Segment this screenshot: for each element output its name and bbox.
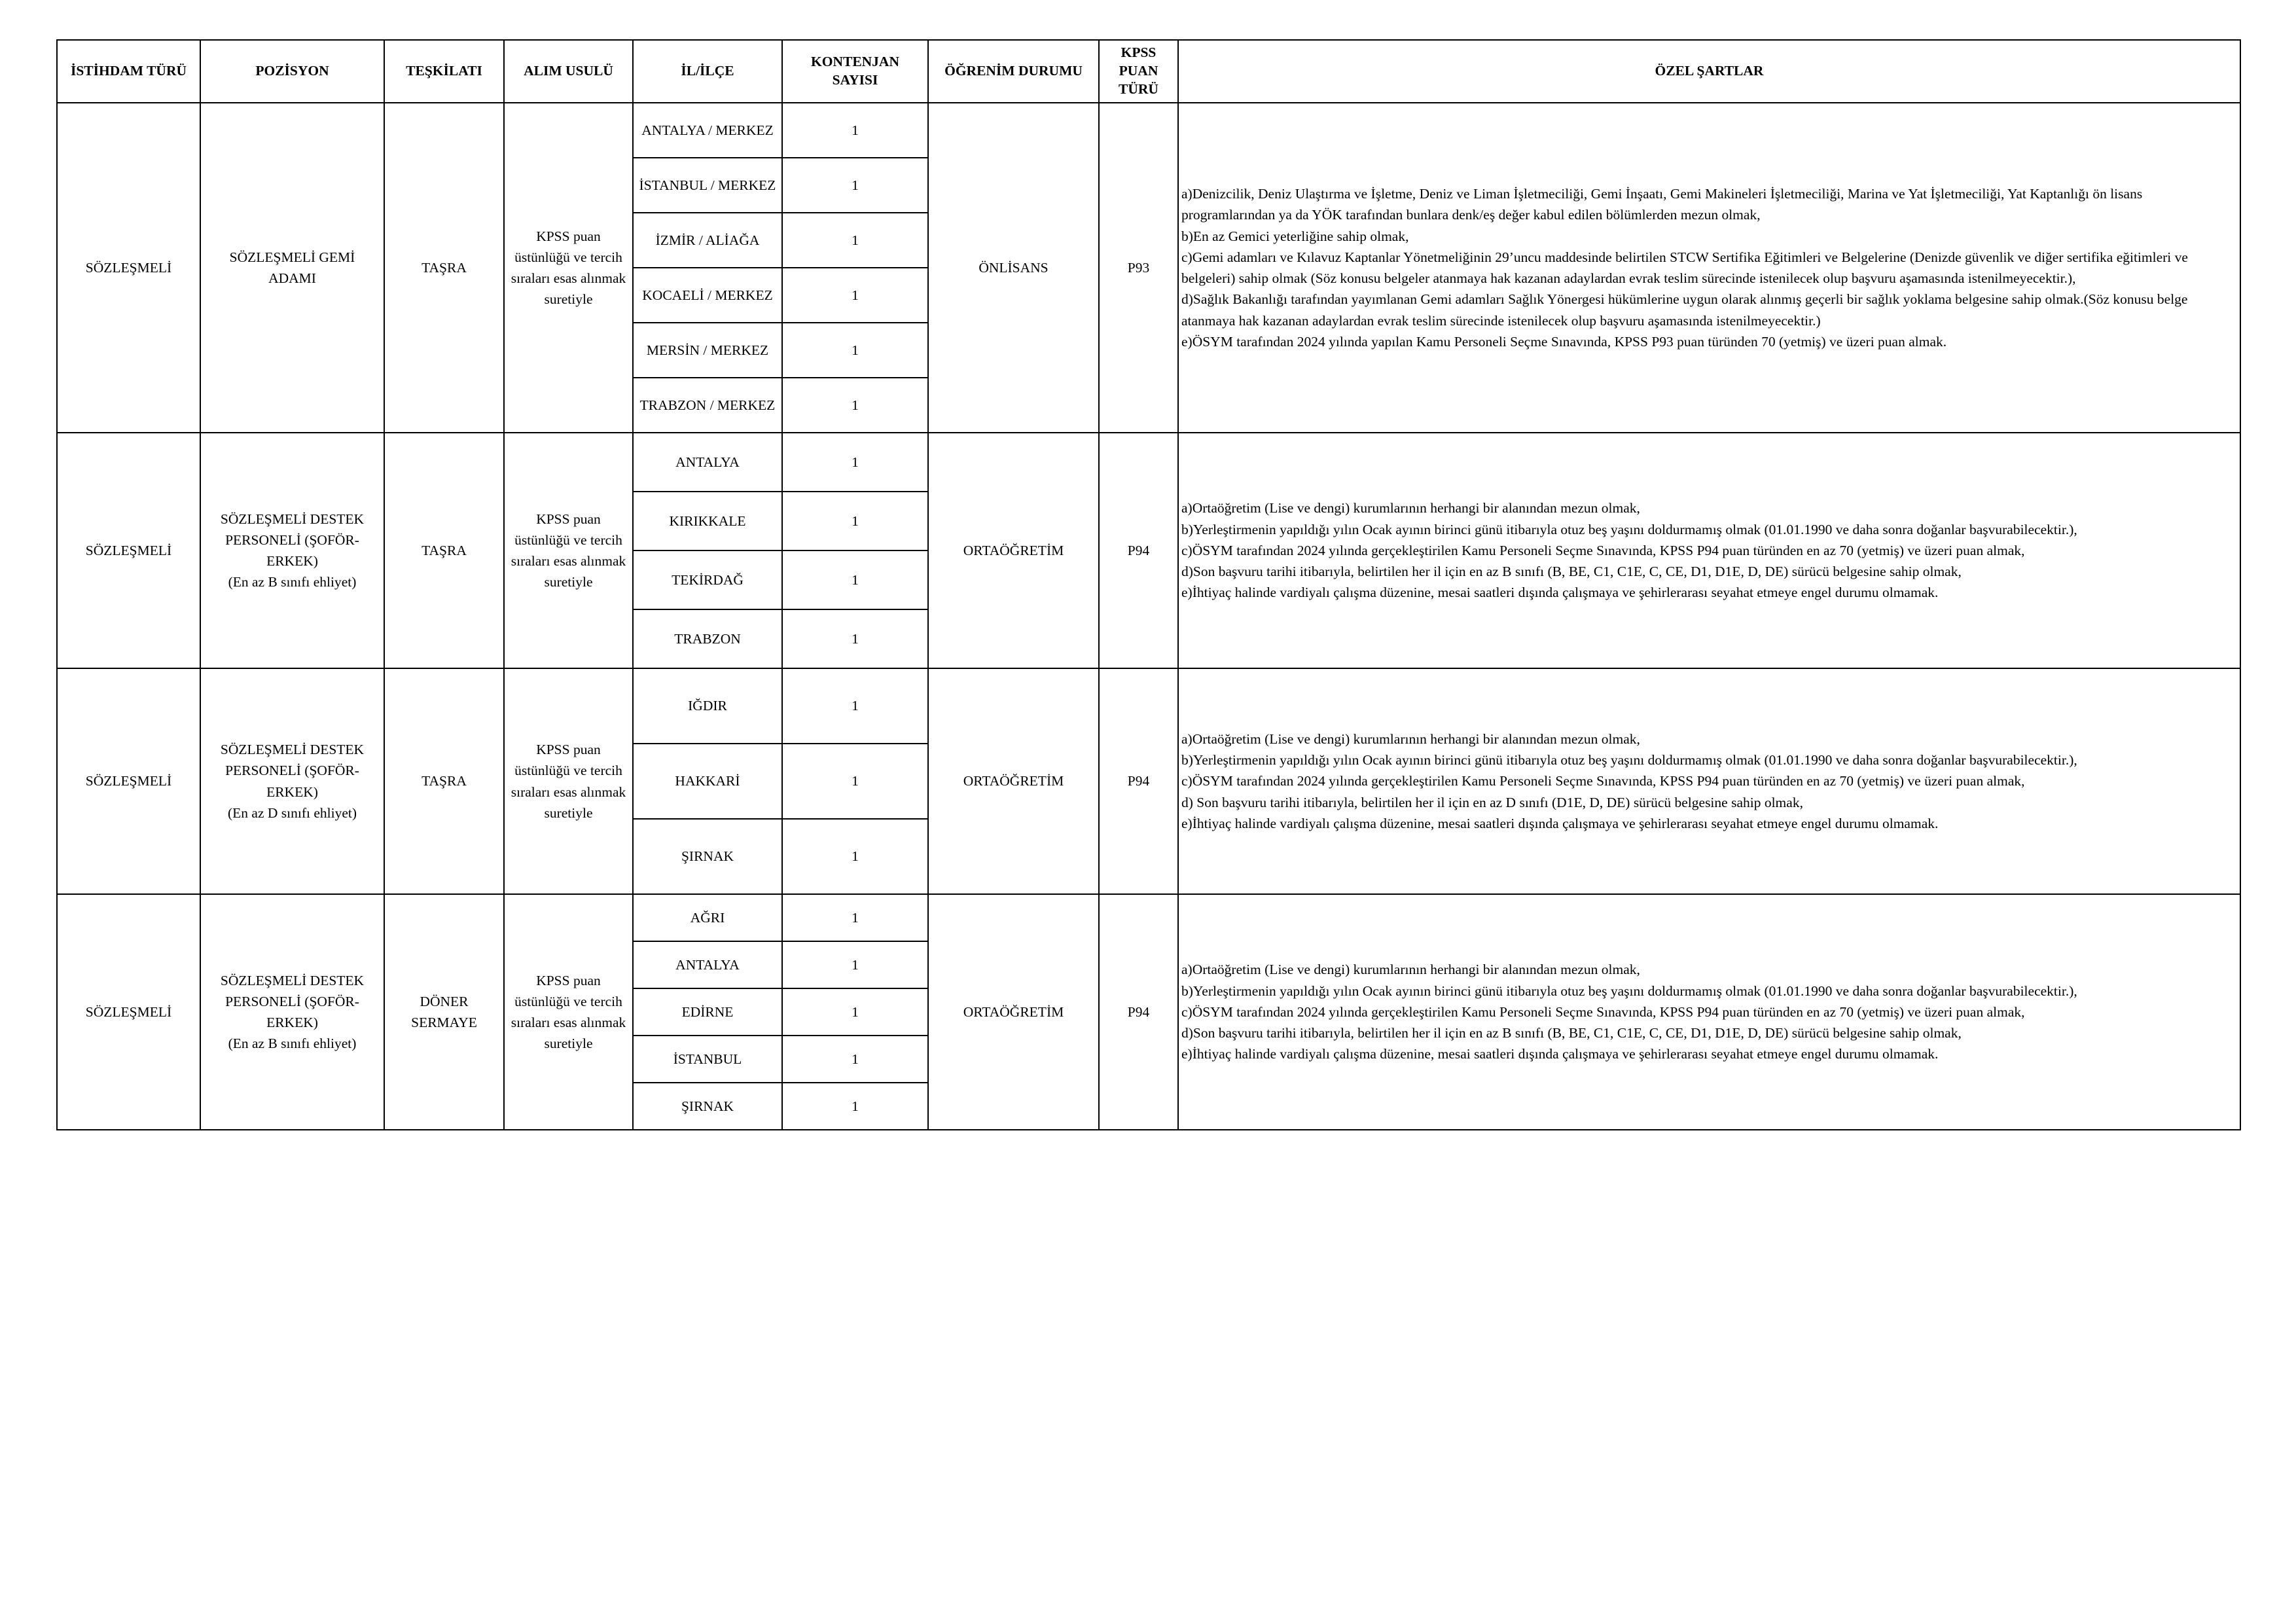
condition-line: a)Ortaöğretim (Lise ve dengi) kurumlarının herhangi bir alanından mezun olmak,	[1181, 500, 1640, 516]
condition-line: d)Son başvuru tarihi itibarıyla, belirtilen her il için en az B sınıfı (B, BE, C1, C1E, C, CE, D1, D1E, D, DE) sürücü belgesine sahip olmak,	[1181, 564, 1962, 580]
header-education: ÖĞRENİM DURUMU	[928, 40, 1099, 103]
job-posting-table	[56, 39, 2241, 1130]
kpss-score-type-cell: P94	[1099, 433, 1178, 668]
quota-cell: 1	[782, 158, 928, 213]
condition-line: d) Son başvuru tarihi itibarıyla, belirtilen her il için en az D sınıfı (D1E, D, DE) sürücü belgesine sahip olmak,	[1181, 794, 1803, 810]
table-row	[57, 894, 2240, 941]
location-cell: KOCAELİ / MERKEZ	[633, 268, 782, 323]
employment-type-cell: SÖZLEŞMELİ	[57, 894, 200, 1130]
location-cell: KIRIKKALE	[633, 492, 782, 550]
education-cell: ORTAÖĞRETİM	[928, 668, 1099, 894]
location-cell: İSTANBUL / MERKEZ	[633, 158, 782, 213]
kpss-score-type-cell: P94	[1099, 894, 1178, 1130]
header-quota: KONTENJAN SAYISI	[782, 40, 928, 103]
special-conditions-cell	[1178, 103, 2240, 433]
location-cell: ANTALYA	[633, 433, 782, 492]
position-cell	[200, 894, 384, 1130]
condition-line: b)Yerleştirmenin yapıldığı yılın Ocak ayının birinci günü itibarıyla otuz beş yaşını doldurmamış olmak (01.01.1990 ve daha sonra doğanlar başvurabilecektir.),	[1181, 752, 2077, 768]
education-cell: ORTAÖĞRETİM	[928, 433, 1099, 668]
employment-type-cell: SÖZLEŞMELİ	[57, 103, 200, 433]
location-cell: İSTANBUL	[633, 1036, 782, 1083]
condition-line: e)İhtiyaç halinde vardiyalı çalışma düzenine, mesai saatleri dışında çalışmaya ve şehirlerarası seyahat etmeye engel durumu olmamak.	[1181, 1046, 1939, 1062]
position-note: (En az B sınıfı ehliyet)	[228, 1036, 357, 1052]
recruitment-method-cell: KPSS puan üstünlüğü ve tercih sıraları esas alınmak suretiyle	[504, 668, 633, 894]
condition-line: a)Ortaöğretim (Lise ve dengi) kurumlarının herhangi bir alanından mezun olmak,	[1181, 962, 1640, 978]
quota-cell: 1	[782, 378, 928, 433]
special-conditions-cell	[1178, 668, 2240, 894]
header-kpss-score-type: KPSS PUAN TÜRÜ	[1099, 40, 1178, 103]
quota-cell: 1	[782, 609, 928, 668]
quota-cell: 1	[782, 103, 928, 158]
education-cell: ÖNLİSANS	[928, 103, 1099, 433]
header-employment-type: İSTİHDAM TÜRÜ	[57, 40, 200, 103]
header-organization: TEŞKİLATI	[384, 40, 504, 103]
location-cell: HAKKARİ	[633, 744, 782, 819]
location-cell: ŞIRNAK	[633, 819, 782, 894]
quota-cell: 1	[782, 894, 928, 941]
location-cell: TEKİRDAĞ	[633, 550, 782, 609]
location-cell: İZMİR / ALİAĞA	[633, 213, 782, 268]
condition-line: a)Denizcilik, Deniz Ulaştırma ve İşletme, Deniz ve Liman İşletmeciliği, Gemi İnşaatı, Gemi Makineleri İşletmeciliği, Marina ve Yat İşletmeciliği, Yat Kaptanlığı ön lisans programlarından ya da YÖK tarafından bunlara denk/eş değer kabul edilen bölümlerden mezun olmak,	[1181, 186, 2143, 223]
header-recruitment-method: ALIM USULÜ	[504, 40, 633, 103]
position-note: (En az D sınıfı ehliyet)	[227, 804, 357, 821]
kpss-score-type-cell: P93	[1099, 103, 1178, 433]
location-cell: EDİRNE	[633, 988, 782, 1036]
employment-type-cell: SÖZLEŞMELİ	[57, 433, 200, 668]
position-title: SÖZLEŞMELİ DESTEK PERSONELİ (ŞOFÖR-ERKEK)	[220, 742, 365, 800]
quota-cell: 1	[782, 1083, 928, 1130]
special-conditions-cell	[1178, 433, 2240, 668]
organization-cell: TAŞRA	[384, 433, 504, 668]
position-cell	[200, 103, 384, 433]
quota-cell: 1	[782, 819, 928, 894]
organization-cell: TAŞRA	[384, 103, 504, 433]
position-title: SÖZLEŞMELİ DESTEK PERSONELİ (ŞOFÖR-ERKEK)	[220, 972, 365, 1030]
location-cell: TRABZON / MERKEZ	[633, 378, 782, 433]
condition-line: e)ÖSYM tarafından 2024 yılında yapılan Kamu Personeli Seçme Sınavında, KPSS P93 puan türünden 70 (yetmiş) ve üzeri puan almak.	[1181, 333, 1947, 350]
recruitment-method-cell: KPSS puan üstünlüğü ve tercih sıraları esas alınmak suretiyle	[504, 103, 633, 433]
location-cell: ŞIRNAK	[633, 1083, 782, 1130]
header-row	[57, 40, 2240, 103]
quota-cell: 1	[782, 433, 928, 492]
kpss-score-type-cell: P94	[1099, 668, 1178, 894]
table-row	[57, 433, 2240, 492]
quota-cell: 1	[782, 988, 928, 1036]
condition-line: b)Yerleştirmenin yapıldığı yılın Ocak ayının birinci günü itibarıyla otuz beş yaşını doldurmamış olmak (01.01.1990 ve daha sonra doğanlar başvurabilecektir.),	[1181, 521, 2077, 537]
condition-line: c)ÖSYM tarafından 2024 yılında gerçekleştirilen Kamu Personeli Seçme Sınavında, KPSS P94 puan türünden en az 70 (yetmiş) ve üzeri puan almak,	[1181, 542, 2025, 558]
quota-cell: 1	[782, 941, 928, 988]
quota-cell: 1	[782, 668, 928, 744]
position-cell	[200, 668, 384, 894]
header-province-district: İL/İLÇE	[633, 40, 782, 103]
table-row	[57, 103, 2240, 158]
quota-cell: 1	[782, 1036, 928, 1083]
condition-line: c)Gemi adamları ve Kılavuz Kaptanlar Yönetmeliğinin 29’uncu maddesinde belirtilen STCW Sertifika Eğitimleri ve Belgelerine (Denizde güvenlik ve diğer sertifika eğitimleri ve belgeleri) sahip olmak (Söz konusu belgeler atanmaya hak kazanan adaylardan evrak teslim sürecinde istenilecek olup başvuru aşamasında istenilmeyecektir.),	[1181, 249, 2188, 286]
condition-line: d)Sağlık Bakanlığı tarafından yayımlanan Gemi adamları Sağlık Yönergesi hükümlerine uygun olarak alınmış geçerli bir sağlık yoklama belgesine sahip olmak.(Söz konusu belge atanmaya hak kazanan adaylardan evrak teslim sürecinde istenilecek olup başvuru aşamasında istenilmeyecektir.)	[1181, 291, 2188, 329]
condition-line: c)ÖSYM tarafından 2024 yılında gerçekleştirilen Kamu Personeli Seçme Sınavında, KPSS P94 puan türünden en az 70 (yetmiş) ve üzeri puan almak,	[1181, 1003, 2025, 1020]
organization-cell: TAŞRA	[384, 668, 504, 894]
location-cell: TRABZON	[633, 609, 782, 668]
employment-type-cell: SÖZLEŞMELİ	[57, 668, 200, 894]
recruitment-method-cell: KPSS puan üstünlüğü ve tercih sıraları esas alınmak suretiyle	[504, 433, 633, 668]
condition-line: d)Son başvuru tarihi itibarıyla, belirtilen her il için en az B sınıfı (B, BE, C1, C1E, C, CE, D1, D1E, D, DE) sürücü belgesine sahip olmak,	[1181, 1025, 1962, 1041]
condition-line: a)Ortaöğretim (Lise ve dengi) kurumlarının herhangi bir alanından mezun olmak,	[1181, 731, 1640, 747]
location-cell: MERSİN / MERKEZ	[633, 323, 782, 378]
quota-cell: 1	[782, 213, 928, 268]
table-row	[57, 668, 2240, 744]
organization-cell: DÖNER SERMAYE	[384, 894, 504, 1130]
quota-cell: 1	[782, 550, 928, 609]
header-position: POZİSYON	[200, 40, 384, 103]
quota-cell: 1	[782, 744, 928, 819]
location-cell: ANTALYA	[633, 941, 782, 988]
recruitment-method-cell: KPSS puan üstünlüğü ve tercih sıraları esas alınmak suretiyle	[504, 894, 633, 1130]
quota-cell: 1	[782, 268, 928, 323]
condition-line: c)ÖSYM tarafından 2024 yılında gerçekleştirilen Kamu Personeli Seçme Sınavında, KPSS P94 puan türünden en az 70 (yetmiş) ve üzeri puan almak,	[1181, 773, 2025, 789]
quota-cell: 1	[782, 323, 928, 378]
quota-cell: 1	[782, 492, 928, 550]
location-cell: ANTALYA / MERKEZ	[633, 103, 782, 158]
position-title: SÖZLEŞMELİ GEMİ ADAMI	[229, 249, 355, 286]
location-cell: IĞDIR	[633, 668, 782, 744]
condition-line: b)Yerleştirmenin yapıldığı yılın Ocak ayının birinci günü itibarıyla otuz beş yaşını doldurmamış olmak (01.01.1990 ve daha sonra doğanlar başvurabilecektir.),	[1181, 983, 2077, 999]
condition-line: e)İhtiyaç halinde vardiyalı çalışma düzenine, mesai saatleri dışında çalışmaya ve şehirlerarası seyahat etmeye engel durumu olmamak.	[1181, 815, 1939, 831]
condition-line: b)En az Gemici yeterliğine sahip olmak,	[1181, 228, 1409, 244]
position-note: (En az B sınıfı ehliyet)	[228, 574, 357, 590]
education-cell: ORTAÖĞRETİM	[928, 894, 1099, 1130]
position-cell	[200, 433, 384, 668]
position-title: SÖZLEŞMELİ DESTEK PERSONELİ (ŞOFÖR-ERKEK)	[220, 511, 365, 569]
header-special-conditions: ÖZEL ŞARTLAR	[1178, 40, 2240, 103]
condition-line: e)İhtiyaç halinde vardiyalı çalışma düzenine, mesai saatleri dışında çalışmaya ve şehirlerarası seyahat etmeye engel durumu olmamak.	[1181, 585, 1939, 601]
location-cell: AĞRI	[633, 894, 782, 941]
special-conditions-cell	[1178, 894, 2240, 1130]
